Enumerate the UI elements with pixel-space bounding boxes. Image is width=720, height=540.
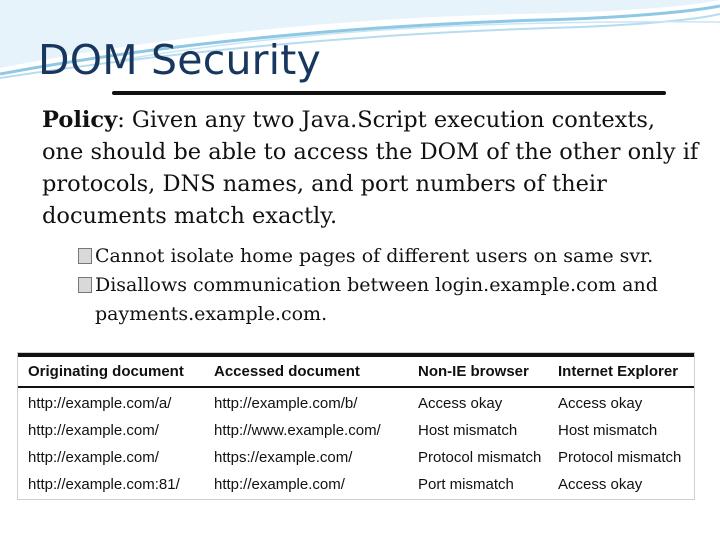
table-cell: http://example.com/b/ [214,395,358,412]
table-cell: http://example.com/ [28,449,159,466]
table-cell: Port mismatch [418,476,514,493]
column-header: Non-IE browser [418,363,529,380]
policy-label: Policy [42,107,118,133]
list-item [78,271,708,329]
policy-text: : Given any two Java.Script execution contexts, one should be able to access the DOM of the other only if protocols, DNS names, and port numbers of their documents match exactly. [42,107,699,229]
origin-comparison-table [18,357,694,498]
table-cell: https://example.com/ [214,449,353,466]
bullet-marker-icon [78,277,92,293]
table-row [18,444,694,471]
list-item [78,242,708,271]
table-cell: Protocol mismatch [558,449,682,466]
table-cell: http://example.com/a/ [28,395,172,412]
table-row [18,417,694,444]
bullet-text: Disallows communication between login.example.com and payments.example.com. [95,274,658,325]
table-cell: http://example.com/ [28,422,159,439]
column-header: Originating document [28,363,184,380]
table-cell: Host mismatch [418,422,518,439]
table-cell: Access okay [418,395,503,412]
table-cell: http://example.com/ [214,476,345,493]
bullet-marker-icon [78,248,92,264]
column-header: Accessed document [214,363,360,380]
table-cell: Access okay [558,395,643,412]
table-row [18,386,694,417]
bullet-list [78,242,708,329]
table-row [18,471,694,498]
same-origin-table [17,352,695,500]
table-cell: Access okay [558,476,643,493]
table-cell: Host mismatch [558,422,658,439]
column-header: Internet Explorer [558,363,679,380]
policy-paragraph [42,104,702,232]
bullet-text: Cannot isolate home pages of different users on same svr. [95,245,654,267]
table-cell: http://example.com:81/ [28,476,180,493]
table-header-row [18,357,694,386]
table-cell: Protocol mismatch [418,449,542,466]
title-underline [112,91,666,95]
slide-title: DOM Security [38,36,322,84]
table-cell: http://www.example.com/ [214,422,381,439]
